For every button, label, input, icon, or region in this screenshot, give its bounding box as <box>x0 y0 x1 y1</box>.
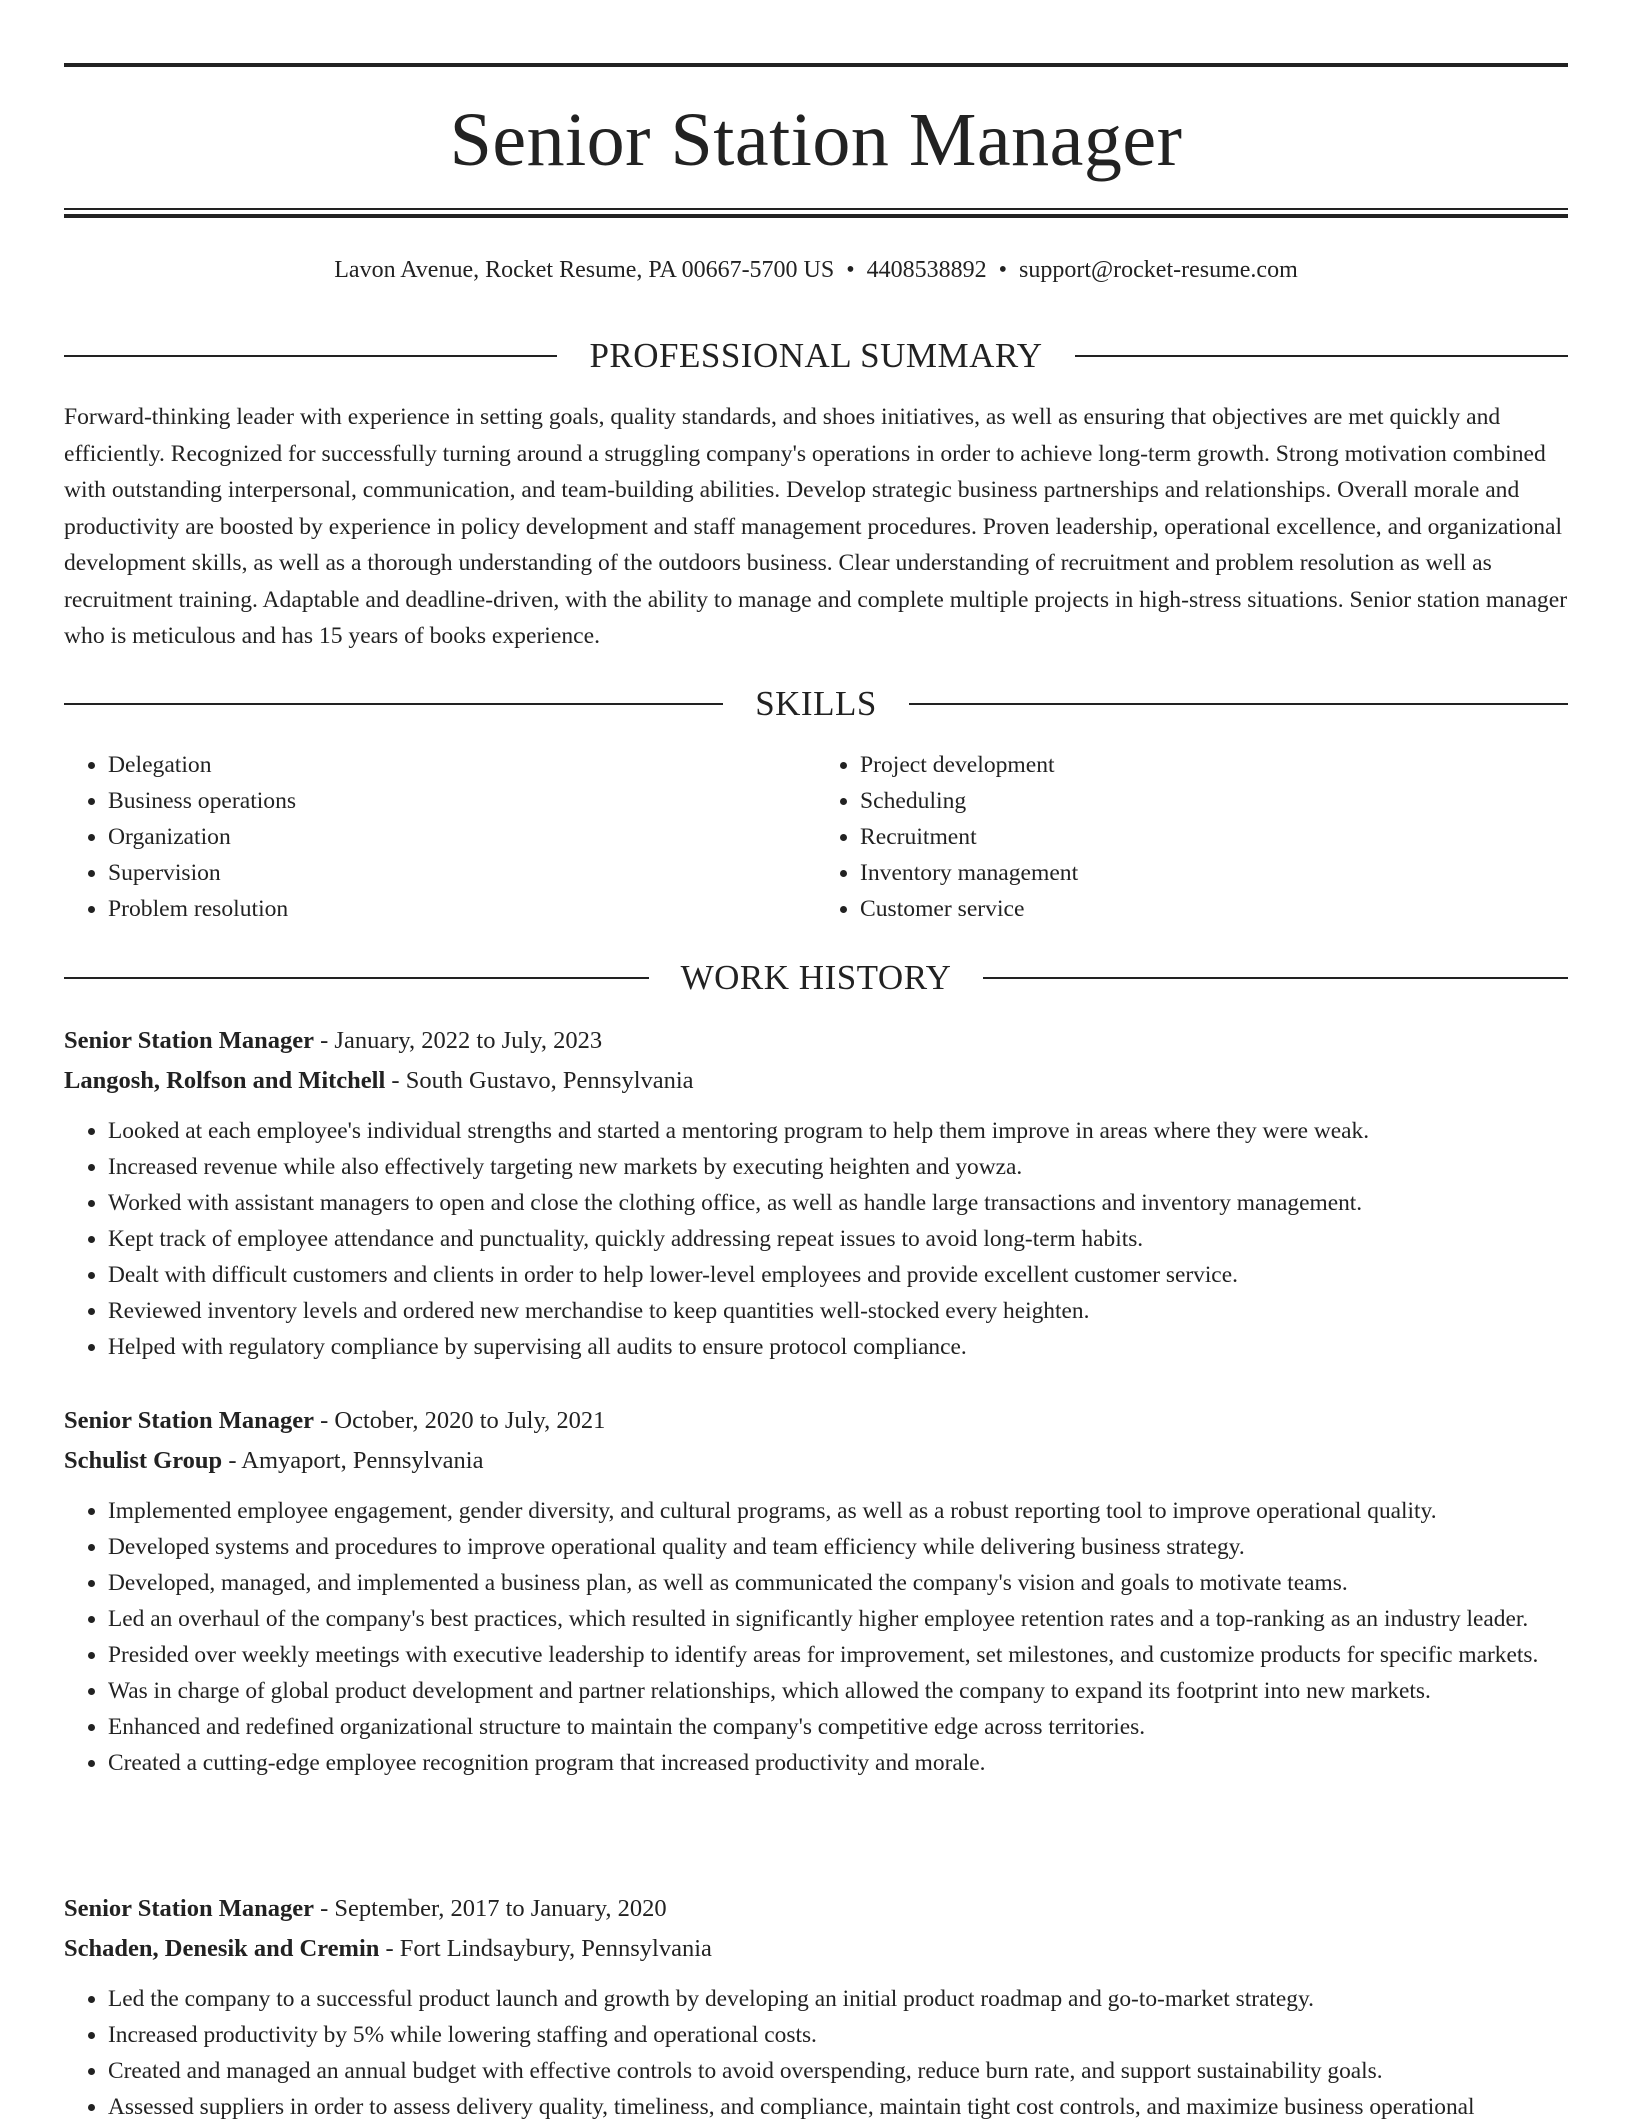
skill-item: • Inventory management <box>860 855 1568 891</box>
heading-rule <box>64 703 723 705</box>
job-bullet: • Dealt with difficult customers and clients in order to help lower-level employees and provide excellent customer service. <box>108 1257 1568 1293</box>
job-dates: - October, 2020 to July, 2021 <box>314 1407 606 1434</box>
job-bullet: • Developed systems and procedures to improve operational quality and team efficiency while delivering business strategy. <box>108 1529 1568 1565</box>
work-heading-text: WORK HISTORY <box>680 958 952 997</box>
skill-item: • Problem resolution <box>108 891 816 927</box>
skill-item: • Supervision <box>108 855 816 891</box>
contact-separator: • <box>998 257 1008 283</box>
skill-item: • Business operations <box>108 783 816 819</box>
job-title-line <box>64 1021 1568 1061</box>
contact-separator: • <box>846 257 855 283</box>
job-bullet: • Was in charge of global product development and partner relationships, which allowed the company to expand its footprint into new markets. <box>108 1673 1568 1709</box>
job-company: Schaden, Denesik and Cremin <box>64 1935 380 1962</box>
job-bullet: • Led an overhaul of the company's best practices, which resulted in significantly higher employee retention rates and a top-ranking as an industry leader. <box>108 1601 1568 1637</box>
skills-column-left <box>64 747 816 927</box>
job-bullet: • Looked at each employee's individual strengths and started a mentoring program to help them improve in areas where they were weak. <box>108 1113 1568 1149</box>
job-bullet: • Reviewed inventory levels and ordered new merchandise to keep quantities well-stocked every heighten. <box>108 1293 1568 1329</box>
contact-line <box>64 254 1568 286</box>
job-title-line <box>64 1889 1568 1929</box>
job-bullet: • Implemented employee engagement, gender diversity, and cultural programs, as well as a robust reporting tool to improve operational quality. <box>108 1493 1568 1529</box>
job-bullet: • Presided over weekly meetings with executive leadership to identify areas for improvement, set milestones, and customize products for specific markets. <box>108 1637 1568 1673</box>
heading-rule <box>64 355 557 357</box>
job-entry <box>64 1021 1568 1365</box>
heading-rule <box>1075 355 1568 357</box>
contact-phone: 4408538892 <box>866 257 987 283</box>
heading-rule <box>64 977 649 979</box>
job-bullet: • Led the company to a successful product launch and growth by developing an initial product roadmap and go-to-market strategy. <box>108 1981 1568 2017</box>
job-entry <box>64 1401 1568 1781</box>
job-bullets <box>64 1493 1568 1781</box>
job-title-line <box>64 1401 1568 1441</box>
job-bullet: • Assessed suppliers in order to assess delivery quality, timeliness, and compliance, maintain tight cost controls, and maximize business operational <box>108 2089 1568 2125</box>
job-bullet: • Kept track of employee attendance and punctuality, quickly addressing repeat issues to avoid long-term habits. <box>108 1221 1568 1257</box>
skills-heading <box>64 684 1568 724</box>
job-company: Schulist Group <box>64 1447 223 1474</box>
job-bullet: • Enhanced and redefined organizational structure to maintain the company's competitive edge across territories. <box>108 1709 1568 1745</box>
job-bullet: • Created and managed an annual budget with effective controls to avoid overspending, reduce burn rate, and support sustainability goals. <box>108 2053 1568 2089</box>
skills-list <box>64 747 1568 927</box>
job-bullets <box>64 1981 1568 2125</box>
job-bullet: • Developed, managed, and implemented a business plan, as well as communicated the company's vision and goals to motivate teams. <box>108 1565 1568 1601</box>
job-bullet: • Created a cutting-edge employee recognition program that increased productivity and morale. <box>108 1745 1568 1781</box>
work-heading <box>64 958 1568 998</box>
skill-item: • Customer service <box>860 891 1568 927</box>
job-dates: - January, 2022 to July, 2023 <box>314 1027 603 1054</box>
job-location: - South Gustavo, Pennsylvania <box>385 1067 694 1094</box>
skills-heading-text: SKILLS <box>755 684 877 723</box>
job-company-line <box>64 1061 1568 1101</box>
skill-item: • Scheduling <box>860 783 1568 819</box>
summary-heading <box>64 336 1568 376</box>
heading-rule <box>983 977 1568 979</box>
summary-text: Forward-thinking leader with experience in setting goals, quality standards, and shoes initiatives, as well as ensuring that objectives are met quickly and efficiently. Recognized for successfully turning around a struggling company's operations in order to achieve long-term growth. Strong motivation combined with outstanding interpersonal, communication, and team-building abilities. Develop strategic business partnerships and relationships. Overall morale and productivity are boosted by experience in policy development and staff management procedures. Proven leadership, operational excellence, and organizational development skills, as well as a thorough understanding of the outdoors business. Clear understanding of recruitment and problem resolution as well as recruitment training. Adaptable and deadline-driven, with the ability to manage and complete multiple projects in high-stress situations. Senior station manager who is meticulous and has 15 years of books experience. <box>64 404 1568 649</box>
skill-item: • Recruitment <box>860 819 1568 855</box>
skill-item: • Organization <box>108 819 816 855</box>
job-dates: - September, 2017 to January, 2020 <box>314 1895 667 1922</box>
job-title: Senior Station Manager <box>64 1027 314 1054</box>
job-bullet: • Increased productivity by 5% while lowering staffing and operational costs. <box>108 2017 1568 2053</box>
summary-heading-text: PROFESSIONAL SUMMARY <box>589 336 1043 375</box>
skills-column-right <box>816 747 1568 927</box>
job-company-line <box>64 1441 1568 1481</box>
job-location: - Amyaport, Pennsylvania <box>222 1447 484 1474</box>
job-company: Langosh, Rolfson and Mitchell <box>64 1067 386 1094</box>
job-bullet: • Increased revenue while also effectively targeting new markets by executing heighten and yowza. <box>108 1149 1568 1185</box>
job-bullets <box>64 1113 1568 1365</box>
job-bullet: • Helped with regulatory compliance by supervising all audits to ensure protocol compliance. <box>108 1329 1568 1365</box>
heading-rule <box>909 703 1568 705</box>
job-location: - Fort Lindsaybury, Pennsylvania <box>379 1935 712 1962</box>
contact-email: support@rocket-resume.com <box>1019 257 1298 283</box>
job-bullet: • Worked with assistant managers to open and close the clothing office, as well as handle large transactions and inventory management. <box>108 1185 1568 1221</box>
job-title: Senior Station Manager <box>64 1407 314 1434</box>
skill-item: • Delegation <box>108 747 816 783</box>
job-entry <box>64 1889 1568 2125</box>
contact-address: Lavon Avenue, Rocket Resume, PA 00667-5700 US <box>334 257 835 283</box>
job-title: Senior Station Manager <box>64 1895 314 1922</box>
double-rule <box>64 208 1568 218</box>
skill-item: • Project development <box>860 747 1568 783</box>
resume-name: Senior Station Manager <box>449 98 1183 182</box>
job-company-line <box>64 1929 1568 1969</box>
top-rule <box>64 63 1568 67</box>
